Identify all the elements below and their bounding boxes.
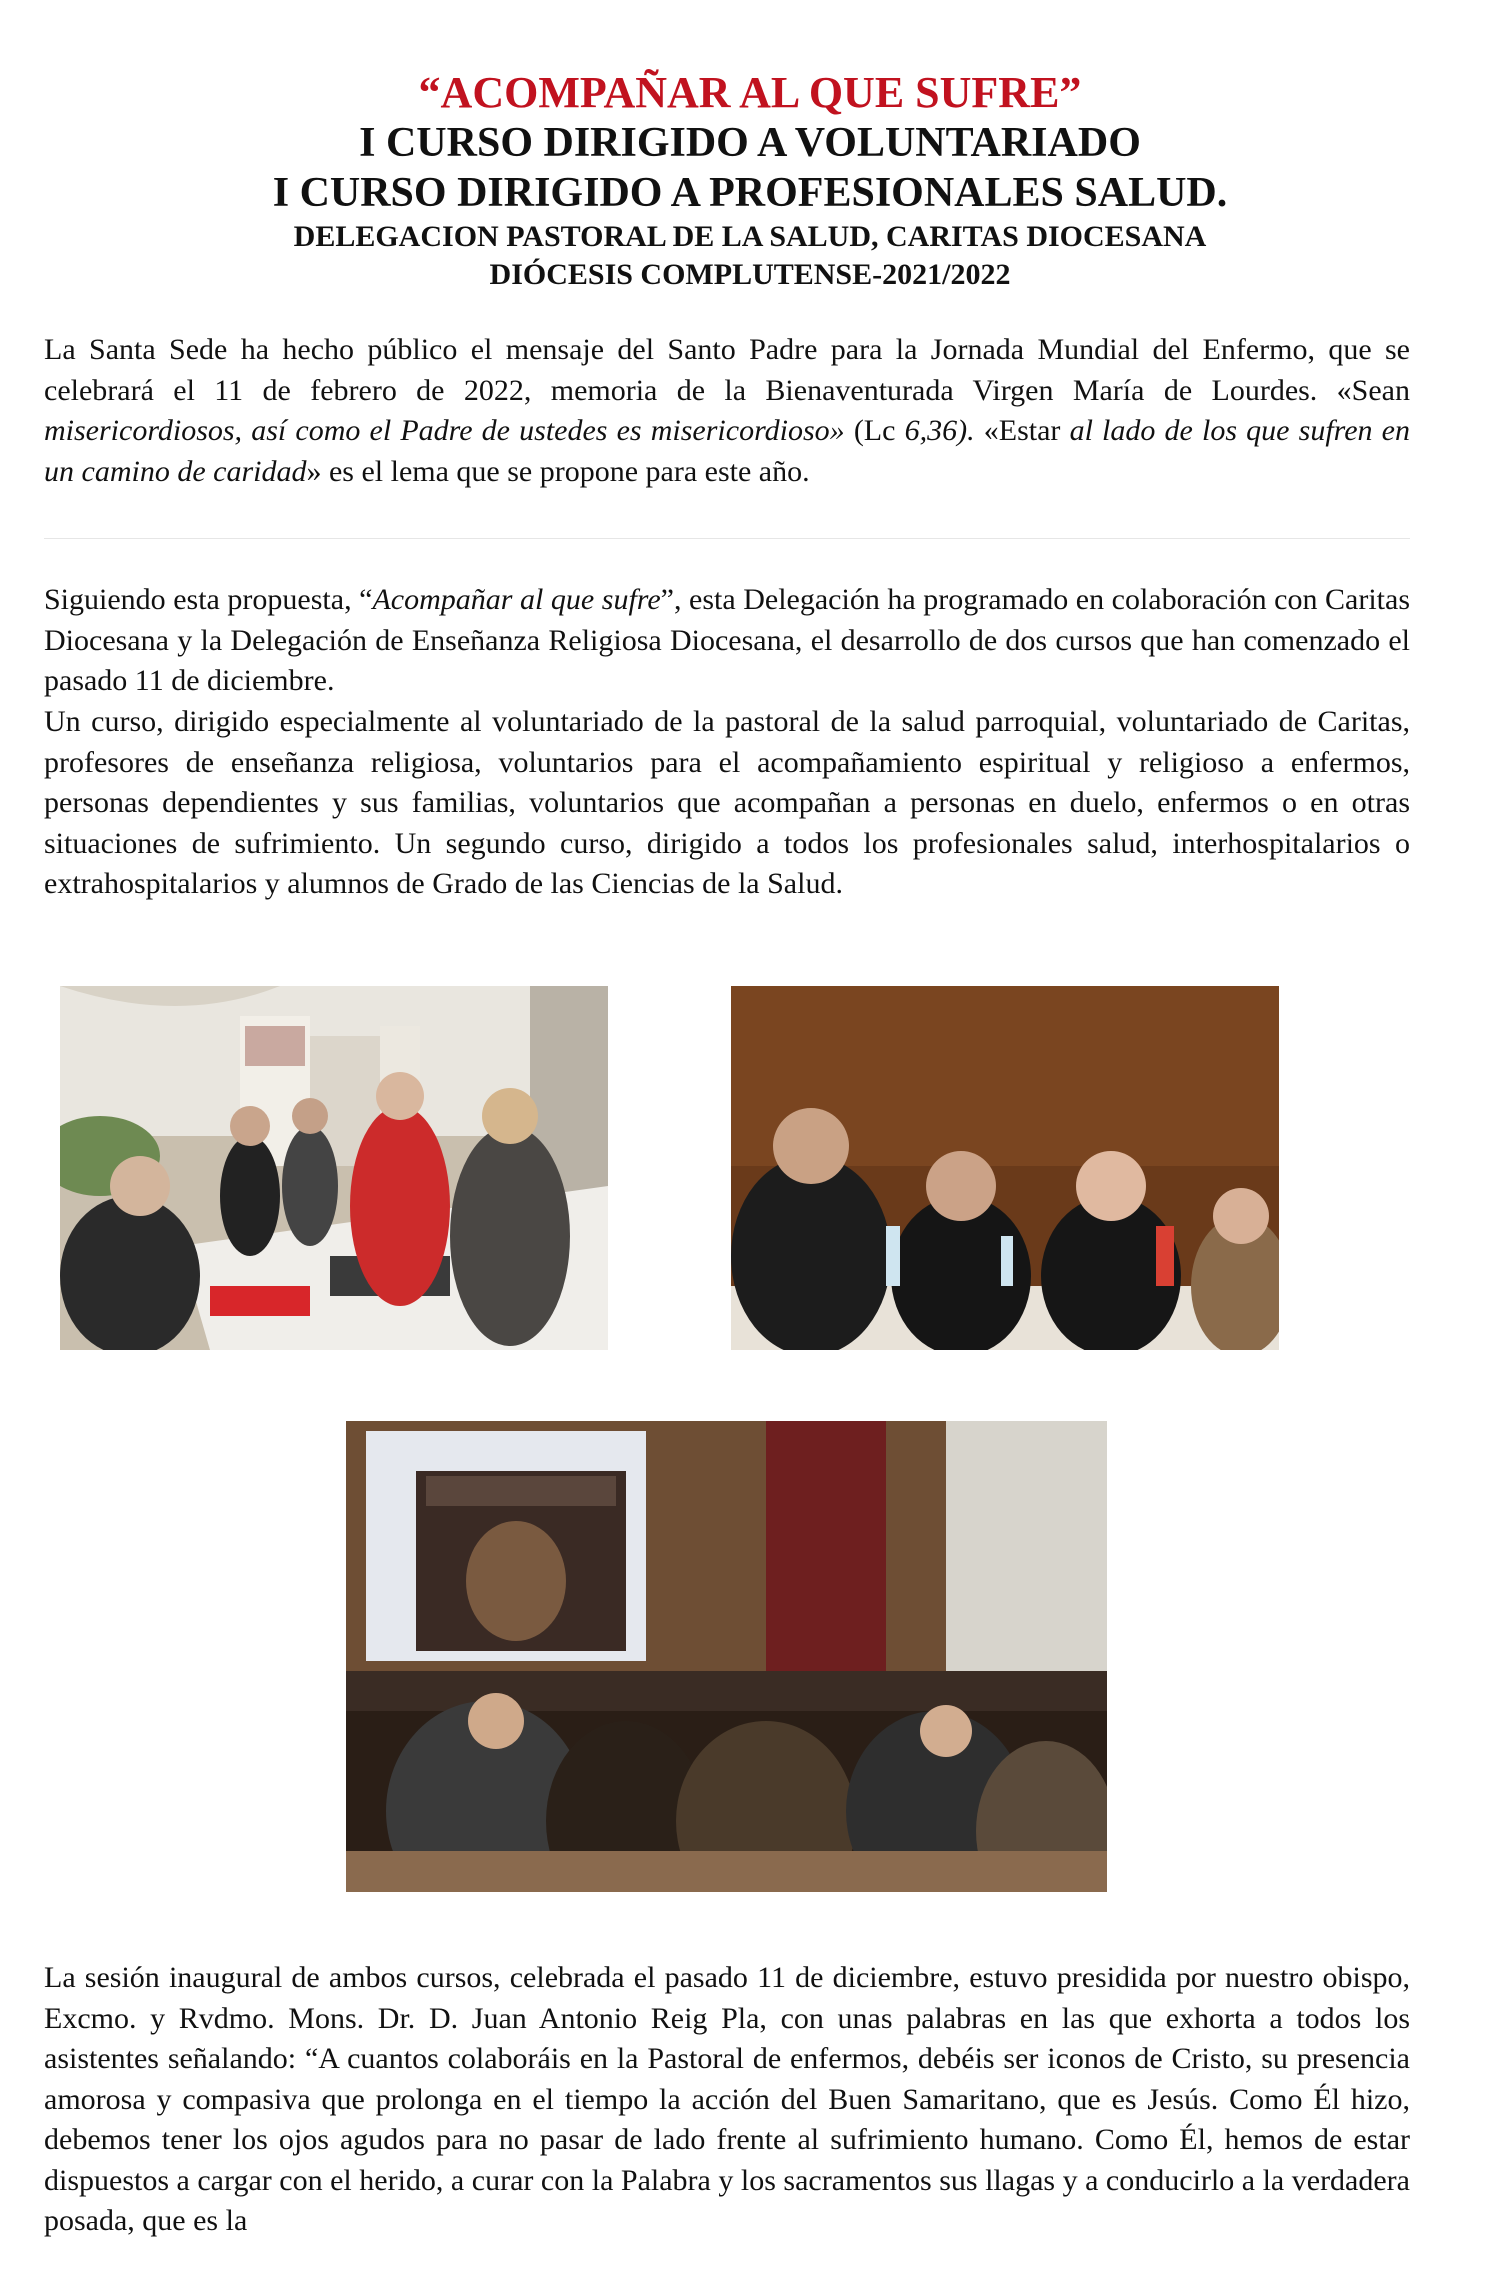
paragraph-divider xyxy=(44,538,1410,539)
header-line-profesionales: I CURSO DIRIGIDO A PROFESIONALES SALUD. xyxy=(272,170,1228,216)
p1-text-f: al lado de los que sufren en un camino de caridad xyxy=(44,414,1411,488)
document-header xyxy=(0,68,1500,294)
header-line-diocesis: DIÓCESIS COMPLUTENSE-2021/2022 xyxy=(489,258,1011,291)
p2-text-c: ”, esta Delegación ha programado en colaboración con Caritas Diocesana y la Delegación de Enseñanza Religiosa Diocesana, el desarrollo de dos cursos que han comenzado el pasado 11 de diciembre. xyxy=(44,583,1410,697)
paragraph-propuesta xyxy=(44,580,1410,702)
header-line-delegacion: DELEGACION PASTORAL DE LA SALUD, CARITAS DIOCESANA xyxy=(293,220,1207,253)
p1-text-e: «Estar xyxy=(974,414,1070,447)
document-title: “ACOMPAÑAR AL QUE SUFRE” xyxy=(418,68,1082,117)
header-line-voluntariado: I CURSO DIRIGIDO A VOLUNTARIADO xyxy=(359,120,1141,166)
p1-text-c: (Lc xyxy=(853,414,905,447)
p1-text-a: La Santa Sede ha hecho público el mensaje del Santo Padre para la Jornada Mundial del Enfermo, que se celebrará el 11 de febrero de 2022, memoria de la Bienaventurada Virgen María de Lourdes. «Sean xyxy=(44,333,1410,407)
p1-text-b: misericordiosos, así como el Padre de ustedes es misericordioso» xyxy=(44,414,854,447)
p2-text-a: Siguiendo esta propuesta, “ xyxy=(44,583,373,616)
paragraph-sesion-inaugural: La sesión inaugural de ambos cursos, celebrada el pasado 11 de diciembre, estuvo presidida por nuestro obispo, Excmo. y Rvdmo. Mons. Dr. D. Juan Antonio Reig Pla, con unas palabras en las que exhorta a todos los asistentes señalando: “A cuantos colaboráis en la Pastoral de enfermos, debéis ser iconos de Cristo, su presencia amorosa y compasiva que prolonga en el tiempo la acción del Buen Samaritano, que es Jesús. Como Él hizo, debemos tener los ojos agudos para no pasar de lado frente al sufrimiento humano. Como Él, hemos de estar dispuestos a cargar con el herido, a curar con la Palabra y los sacramentos sus llagas y a conducirlo a la verdadera posada, que es la xyxy=(44,1961,1410,2237)
p1-text-d: 6,36). xyxy=(904,414,975,447)
photo-panel-table xyxy=(731,986,1279,1350)
photo-auditorium xyxy=(346,1421,1107,1892)
p2-text-b: Acompañar al que sufre xyxy=(372,583,661,616)
p1-text-g: » es el lema que se propone para este año. xyxy=(306,454,810,488)
paragraph-jornada-mundial xyxy=(44,330,1410,492)
photo-registration-table xyxy=(60,986,608,1350)
paragraph-cursos: Un curso, dirigido especialmente al voluntariado de la pastoral de la salud parroquial, voluntariado de Caritas, profesores de enseñanza religiosa, voluntarios para el acompañamiento espiritual y religioso a enfermos, personas dependientes y sus familias, voluntarios que acompañan a personas en duelo, enfermos o en otras situaciones de sufrimiento. Un segundo curso, dirigido a todos los profesionales salud, interhospitalarios o extrahospitalarios y alumnos de Grado de las Ciencias de la Salud. xyxy=(44,705,1410,900)
